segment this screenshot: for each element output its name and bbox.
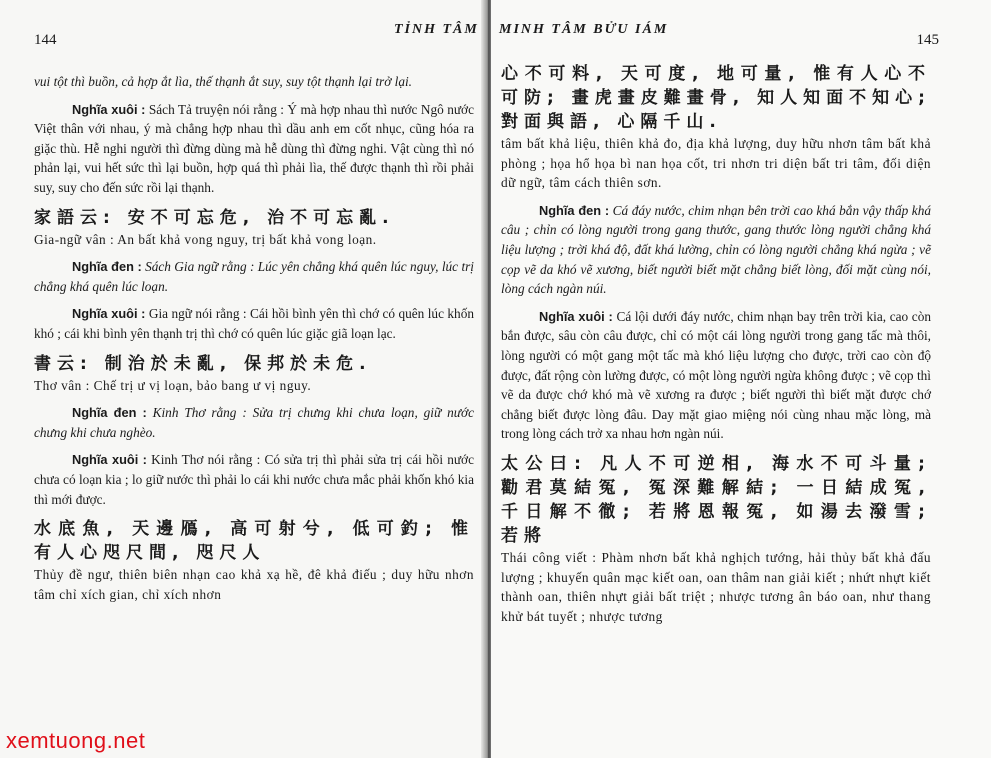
- paragraph-label: Nghĩa đen :: [72, 405, 147, 421]
- paragraph: [501, 307, 931, 444]
- paragraph-text: Cá đáy nước, chim nhạn bên trời cao khá bắn vậy thấp khá câu ; chỉn có lòng người trong gang thước, gang thước lòng người chẳng khá liệu lượng ; trời khá độ, đất khá lường, chỉn có lòng người chẳng khá ngừa ; vẽ cọp vẽ da khó vẽ xương, biết người biết mặt chẳng biết lòng, đối mặt cùng nói, lòng cách ngàn núi.: [501, 202, 931, 297]
- paragraph-text: Gia-ngữ vân : An bất khả vong nguy, trị bất khả vong loạn.: [34, 231, 377, 247]
- paragraph-text: vui tột thì buồn, cả hợp ắt lìa, thế thạnh ắt suy, suy tột thạnh lại trở lại.: [34, 74, 413, 89]
- reading-line: [34, 376, 474, 396]
- right-running-head: MINH TÂM BỬU IÁM: [499, 22, 669, 37]
- left-running-head: TỈNH TÂM: [394, 22, 479, 37]
- paragraph-label: Nghĩa xuôi :: [72, 101, 146, 117]
- left-page-number: 144: [34, 32, 57, 48]
- chinese-verse: [501, 452, 931, 548]
- left-page-text: [34, 72, 474, 604]
- paragraph: [34, 450, 474, 509]
- paragraph-label: Nghĩa xuôi :: [539, 308, 613, 324]
- paragraph-text: Sách Tả truyện nói rằng : Ý mà hợp nhau thì nước Ngô nước Việt thân với nhau, ý mà chẳng hợp nhau thì dầu anh em cốt nhục, cũng hóa ra giặc thù. Hễ nghi người thì đừng dùng mà hễ dùng thì đừng nghi. Vật cùng thì nó phản lại, vui hết sức thì lại buồn, hợp quá thì phải lìa, thế được thạnh thì rồi phải suy, suy cho đến sức rồi lại thạnh.: [34, 101, 474, 195]
- paragraph-label: Nghĩa đen :: [72, 259, 142, 275]
- paragraph-text: 太公曰: 凡人不可逆相, 海水不可斗量; 勸君莫結冤, 冤深難解結; 一日結成冤, 千日解不徹; 若將恩報冤, 如湯去潑雪; 若將: [501, 453, 931, 546]
- paragraph-text: 家語云: 安不可忘危, 治不可忘亂.: [34, 207, 395, 228]
- paragraph-text: Cá lội dưới đáy nước, chim nhạn bay trên trời kia, cao còn bắn được, sâu còn câu được, chỉ có một cái lòng người trong gang tấc mà thôi, lòng người có một gang một tấc mà khó liệu lượng cho được, trời cao còn độ được, đất rộng còn lường được, có một lòng người ngừa không được ; vẽ cọp thì vẽ da được chớ khó mà vẽ xương ra được ; biết người thì biết mặt được chớ chẳng biết được lòng đâu. Day mặt giao miệng nói cùng nhau mặc lòng, mà trong lòng cách trở xa nhau hơn ngàn núi.: [501, 308, 931, 442]
- paragraph-text: Thơ vân : Chế trị ư vị loạn, bảo bang ư vị nguy.: [34, 377, 312, 393]
- paragraph-text: Kinh Thơ rằng : Sửa trị chưng khi chưa loạn, giữ nước chưng khi chưa nghèo.: [34, 405, 474, 440]
- paragraph: [34, 304, 474, 343]
- reading-line: [34, 72, 474, 92]
- chinese-verse: [34, 352, 474, 376]
- watermark-link[interactable]: xemtuong.net: [6, 728, 146, 753]
- reading-line: [34, 565, 474, 604]
- chinese-verse: [34, 517, 474, 565]
- right-page: [491, 0, 991, 758]
- paragraph-label: Nghĩa đen :: [539, 202, 610, 218]
- reading-line: [34, 230, 474, 250]
- paragraph-label: Nghĩa xuôi :: [72, 452, 147, 468]
- reading-line: [501, 134, 931, 193]
- right-page-text: [501, 62, 931, 626]
- reading-line: [501, 548, 931, 626]
- paragraph-text: Gia ngữ nói rằng : Cái hồi bình yên thì chớ có quên lúc khốn khó ; cái khi bình yên thạnh trị thì chớ có quên lúc giặc giã loạn lạc.: [34, 306, 474, 341]
- paragraph-text: tâm bất khả liệu, thiên khả đo, địa khả lượng, duy hữu nhơn tâm bất khả phòng ; họa hổ họa bì nan họa cốt, tri nhơn tri diện bất tri tâm, đối diện dữ ngữ, tâm cách thiên sơn.: [501, 136, 931, 191]
- chinese-verse: [501, 62, 931, 134]
- paragraph-text: 書云: 制治於未亂, 保邦於未危.: [34, 353, 372, 374]
- paragraph-text: Sách Gia ngữ rằng : Lúc yên chẳng khá quên lúc nguy, lúc trị chẳng khá quên lúc loạn.: [34, 259, 475, 294]
- paragraph-label: Nghĩa xuôi :: [72, 306, 146, 322]
- chinese-verse: [34, 206, 474, 230]
- left-page: [0, 0, 485, 758]
- paragraph: [34, 257, 474, 296]
- paragraph-text: Thủy đề ngư, thiên biên nhạn cao khả xạ hề, đê khả điếu ; duy hữu nhơn tâm chỉ xích gian, chỉ xích nhơn: [34, 567, 474, 602]
- paragraph-text: Kinh Thơ nói rằng : Có sửa trị thì phải sửa trị cái hồi nước chưa có loạn kia ; lo giữ nước thì phải lo cái khi nước chưa mắc phải khốn khó kia thì mới được.: [34, 452, 474, 507]
- paragraph: [34, 403, 474, 442]
- paragraph: [501, 201, 931, 299]
- right-page-number: 145: [916, 32, 939, 48]
- paragraph-text: Thái công viết : Phàm nhơn bất khả nghịch tướng, hải thủy bất khả đấu lượng ; khuyến quân mạc kiết oan, oan thâm nan giải kiết ; nhứt nhựt kiết thành oan, thiên nhựt giải bất triệt ; nhược tương ân báo oan, như thang khử bát tuyết ; nhược tương: [501, 549, 931, 624]
- paragraph: [34, 100, 474, 198]
- paragraph-text: 水底魚, 天邊鴈, 高可射兮, 低可釣; 惟有人心咫尺間, 咫尺人: [34, 519, 474, 564]
- paragraph-text: 心不可料, 天可度, 地可量, 惟有人心不可防; 畫虎畫皮難畫骨, 知人知面不知心; 對面與語, 心隔千山.: [501, 64, 931, 132]
